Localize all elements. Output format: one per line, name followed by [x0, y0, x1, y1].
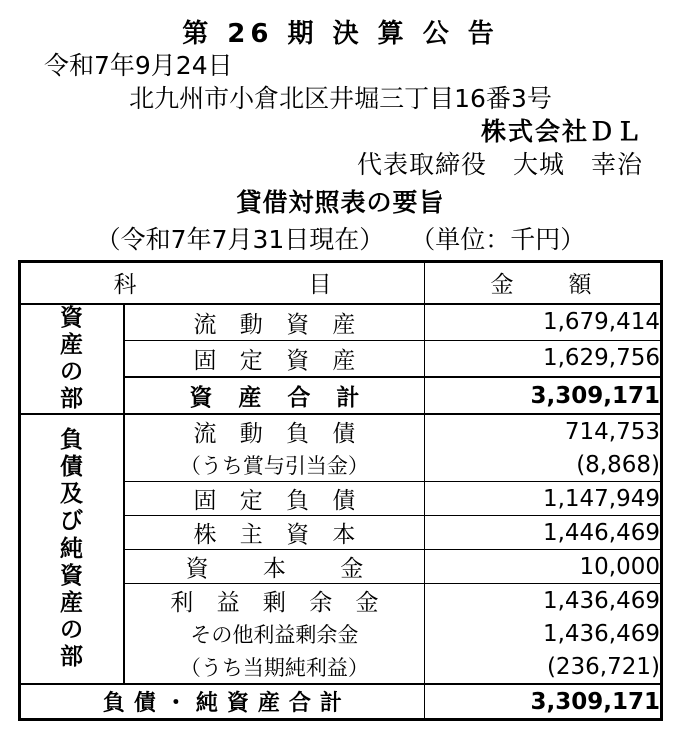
item-amount: (8,868)	[424, 448, 661, 482]
company-address: 北九州市小倉北区井堀三丁目16番3号	[129, 83, 552, 113]
item-label: 流 動 資 産	[124, 304, 424, 341]
item-label: 資 本 金	[124, 550, 424, 584]
item-label: 固 定 資 産	[124, 340, 424, 377]
category-char: 資	[59, 304, 84, 331]
category-char: 債	[59, 454, 84, 481]
item-amount: (236,721)	[424, 650, 661, 684]
table-row	[20, 414, 662, 448]
total-label: 負債・純資産合計	[20, 684, 425, 720]
category-char: 負	[59, 427, 84, 454]
item-label: 利 益 剰 余 金	[124, 584, 424, 618]
item-label: 流 動 負 債	[124, 414, 424, 448]
spacer	[384, 220, 410, 256]
category-char: の	[59, 616, 84, 643]
item-label: （うち賞与引当金）	[124, 448, 424, 482]
as-of-date: （令和7年7月31日現在）	[95, 224, 385, 254]
statement-title: 貸借対照表の要旨	[236, 187, 445, 217]
company-name: 株式会社ＤＬ	[480, 116, 643, 146]
item-label: （うち当期純利益）	[124, 650, 424, 684]
representative-name: 代表取締役 大城 幸治	[356, 149, 643, 179]
column-header-item: 科 目	[20, 261, 425, 304]
decision-announcement-document	[0, 20, 681, 751]
as-of-and-unit	[16, 220, 665, 256]
total-amount: 3,309,171	[424, 684, 661, 720]
category-char: 部	[59, 644, 84, 671]
item-amount: 1,629,756	[424, 340, 661, 377]
balance-sheet-table	[18, 260, 663, 722]
table-row-total-liabilities	[20, 684, 662, 720]
category-char: の	[59, 358, 84, 385]
item-amount: 1,446,469	[424, 516, 661, 550]
column-header-amount: 金 額	[424, 261, 661, 304]
item-amount: 10,000	[424, 550, 661, 584]
item-amount: 714,753	[424, 414, 661, 448]
category-char: 産	[59, 589, 84, 616]
item-label: 固 定 負 債	[124, 482, 424, 516]
category-char: び	[59, 508, 84, 535]
category-char: 資	[59, 562, 84, 589]
category-char: 及	[59, 481, 84, 508]
item-label: 株 主 資 本	[124, 516, 424, 550]
announcement-date: 令和7年9月24日	[44, 50, 233, 80]
total-amount: 3,309,171	[424, 377, 661, 414]
item-amount: 1,147,949	[424, 482, 661, 516]
category-char: 産	[59, 331, 84, 358]
item-label: その他利益剰余金	[124, 617, 424, 650]
item-amount: 1,679,414	[424, 304, 661, 341]
table-row	[20, 304, 662, 341]
item-amount: 1,436,469	[424, 617, 661, 650]
total-label: 資 産 合 計	[124, 377, 424, 414]
amount-unit: （単位：千円）	[410, 224, 586, 254]
item-amount: 1,436,469	[424, 584, 661, 618]
table-header-row	[20, 261, 662, 304]
category-char: 部	[59, 385, 84, 412]
category-char: 純	[59, 535, 84, 562]
category-assets	[20, 304, 124, 415]
page-title: 第 26 期 決 算 公 告	[182, 19, 499, 49]
category-liabilities-net-assets	[20, 414, 124, 684]
